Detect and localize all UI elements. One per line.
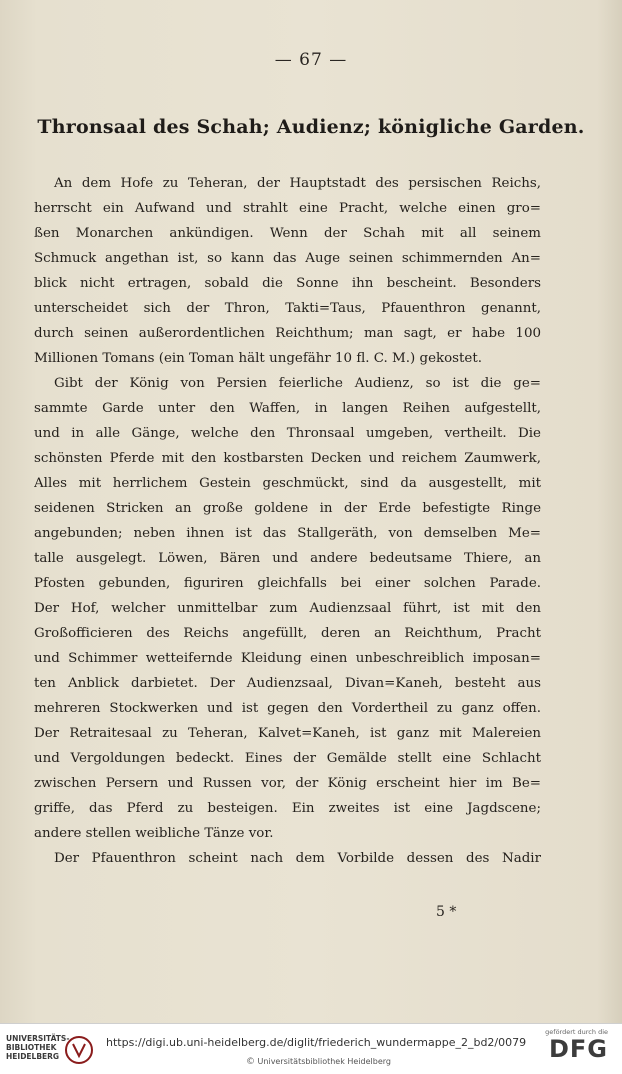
text-line: ßen Monarchen ankündigen. Wenn der Schah mit all seinem (34, 226, 541, 241)
text-line: Der Hof, welcher unmittelbar zum Audienzsaal führt, ist mit den (34, 601, 541, 616)
text-line: Millionen Tomans (ein Toman hält ungefähr 10 fl. C. M.) gekostet. (34, 351, 482, 366)
text-line: und in alle Gänge, welche den Thronsaal umgeben, vertheilt. Die (34, 426, 541, 441)
dfg-logo: DFG (548, 1035, 608, 1063)
text-line: mehreren Stockwerken und ist gegen den Vordertheil zu ganz offen. (34, 701, 541, 716)
text-line: durch seinen außerordentlichen Reichthum; man sagt, er habe 100 (34, 326, 541, 341)
signature-mark: 5 * (436, 904, 457, 920)
copyright-text: Universitätsbibliothek Heidelberg (257, 1057, 392, 1066)
copyright-notice (246, 1057, 391, 1067)
text-line: schönsten Pferde mit den kostbarsten Decken und reichem Zaumwerk, (34, 451, 541, 466)
text-line: herrscht ein Aufwand und strahlt eine Pracht, welche einen gro= (34, 201, 541, 216)
text-line: talle ausgelegt. Löwen, Bären und andere bedeutsame Thiere, an (34, 551, 541, 566)
copyright-icon: © (246, 1057, 255, 1067)
text-line: griffe, das Pferd zu besteigen. Ein zweites ist eine Jagdscene; (34, 801, 541, 816)
text-line: und Schimmer wetteifernde Kleidung einen unbeschreiblich imposan= (34, 651, 541, 666)
text-line: blick nicht ertragen, sobald die Sonne ihn bescheint. Besonders (34, 276, 541, 291)
seal-icon (64, 1034, 94, 1066)
page-number: — 67 — (274, 50, 348, 70)
text-line: An dem Hofe zu Teheran, der Hauptstadt des persischen Reichs, (54, 176, 541, 191)
library-logo-text: UNIVERSITÄTS- BIBLIOTHEK HEIDELBERG (6, 1034, 70, 1061)
library-logo (6, 1032, 106, 1068)
text-line: und Vergoldungen bedeckt. Eines der Gemälde stellt eine Schlacht (34, 751, 541, 766)
text-line: Großofficieren des Reichs angefüllt, deren an Reichthum, Pracht (34, 626, 541, 641)
text-line: unterscheidet sich der Thron, Takti=Taus, Pfauenthron genannt, (34, 301, 541, 316)
text-line: andere stellen weibliche Tänze vor. (34, 826, 274, 841)
body-text (34, 171, 541, 871)
text-line: Der Pfauenthron scheint nach dem Vorbilde dessen des Nadir (54, 851, 541, 866)
text-line: Alles mit herrlichem Gestein geschmückt, sind da ausgestellt, mit (34, 476, 541, 491)
text-line: Schmuck angethan ist, so kann das Auge seinen schimmernden An= (34, 251, 541, 266)
text-line: seidenen Stricken an große goldene in der Erde befestigte Ringe (34, 501, 541, 516)
text-line: Pfosten gebunden, figuriren gleichfalls bei einer solchen Parade. (34, 576, 541, 591)
text-line: Der Retraitesaal zu Teheran, Kalvet=Kaneh, ist ganz mit Malereien (34, 726, 541, 741)
text-line: sammte Garde unter den Waffen, in langen Reihen aufgestellt, (34, 401, 541, 416)
permalink-url[interactable]: https://digi.ub.uni-heidelberg.de/diglit/friederich_wundermappe_2_bd2/0079 (106, 1036, 527, 1049)
text-line: ten Anblick darbietet. Der Audienzsaal, Divan=Kaneh, besteht aus (34, 676, 541, 691)
text-line: Gibt der König von Persien feierliche Audienz, so ist die ge= (54, 376, 541, 391)
dfg-caption: gefördert durch die (545, 1028, 608, 1036)
viewer-footer (0, 1023, 622, 1074)
text-line: angebunden; neben ihnen ist das Stallgeräth, von demselben Me= (34, 526, 541, 541)
dfg-funding (545, 1028, 608, 1063)
section-heading: Thronsaal des Schah; Audienz; königliche Garden. (37, 116, 585, 138)
text-line: zwischen Persern und Russen vor, der König erscheint hier im Be= (34, 776, 541, 791)
